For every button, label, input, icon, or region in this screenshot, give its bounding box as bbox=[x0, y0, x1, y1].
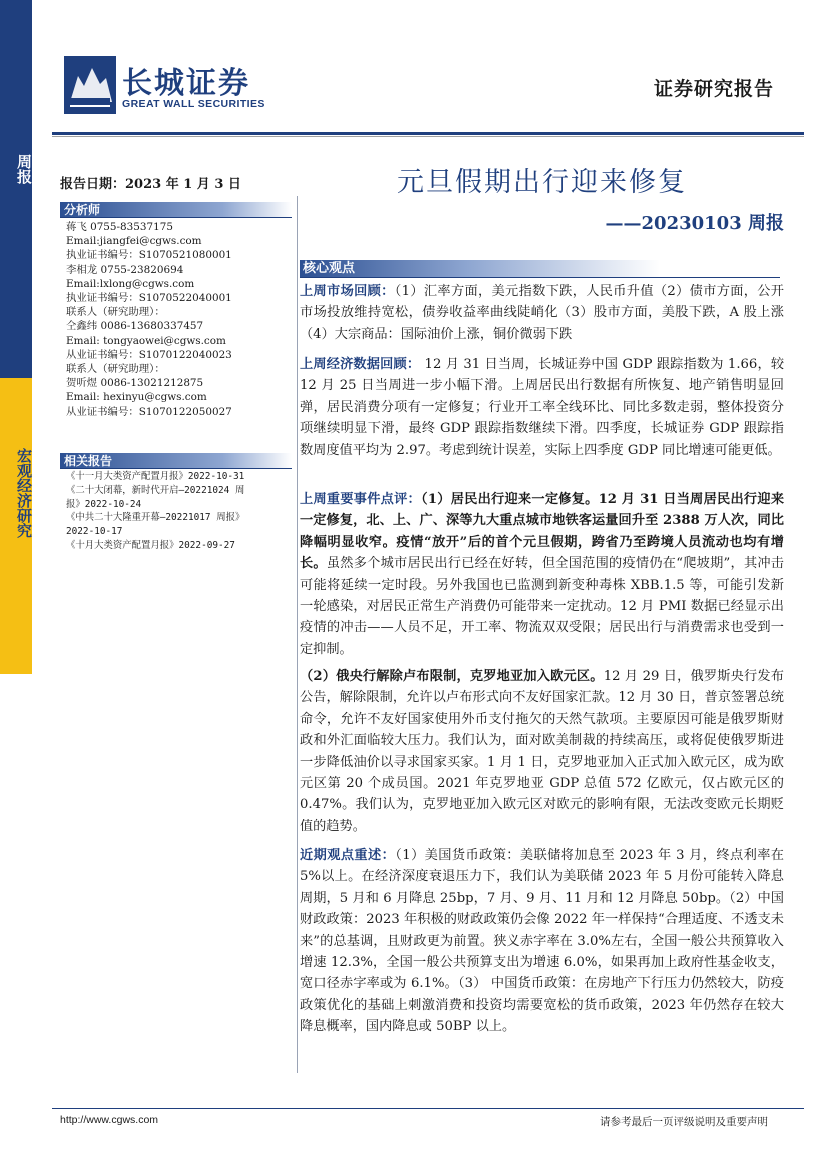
page-subtitle: ——20230103 周报 bbox=[605, 213, 784, 234]
paragraph-body: 12 月 31 日当周，长城证券中国 GDP 跟踪指数为 1.66，较 12 月 25 日当周进一步小幅下滑。上周居民出行数据有所恢复、地产销售明显回弹，居民消费分项有一定修复；行业开工率全线环比、同比多数走弱，整体投资分项继续明显下滑，最终 GDP 跟踪指数继续下滑。四季度，长城证券 GDP 跟踪指数周度值平均为 2.97。考虑到统计误差，实际上四季度 GDP 同比增速可能更低。 bbox=[300, 357, 785, 458]
related-report-item[interactable]: 《十月大类资产配置月报》2022-09-27 bbox=[66, 539, 235, 551]
paragraph-data-review bbox=[300, 354, 784, 461]
footer-website-link[interactable]: http://www.cgws.com bbox=[60, 1114, 159, 1126]
header-divider bbox=[52, 132, 804, 135]
side-label-macro: 宏观经济研究 bbox=[15, 448, 33, 538]
analyst-list bbox=[66, 220, 296, 419]
related-heading-bar bbox=[60, 453, 292, 469]
paragraph-body: 12 月 29 日，俄罗斯央行发布公告，解除限制，允许以卢布形式向不友好国家汇款。12 月 30 日，普京签署总统命令，允许不友好国家使用外币支付拖欠的天然气款项。主要原因可能是俄罗斯财政和外汇面临较大压力。我们认为，面对欧美制裁的持续高压，或将促使俄罗斯进一步降低油价以寻求国家买家。1 月 1 日，克罗地亚加入正式加入欧元区，成为欧元区第 20 个成员国。2021 年克罗地亚 GDP 总值 572 亿欧元，仅占欧元区的 0.47%。我们认为，克罗地亚加入欧元区对欧元的影响有限，无法改变欧元长期贬值的趋势。 bbox=[300, 669, 784, 834]
paragraph-lead: 上周市场回顾： bbox=[300, 284, 395, 299]
analyst-line: 贺听煜 0086-13021212875 bbox=[66, 377, 204, 390]
footer-disclaimer: 请参考最后一页评级说明及重要声明 bbox=[600, 1116, 768, 1128]
paragraph-lead: 上周重要事件点评： bbox=[300, 492, 421, 507]
analyst-line: 仝鑫纬 0086-13680337457 bbox=[66, 320, 204, 333]
report-type: 证券研究报告 bbox=[653, 78, 774, 100]
report-date: 报告日期：2023 年 1 月 3 日 bbox=[60, 177, 241, 192]
paragraph-highlight: （1）居民出行迎来一定修复。12 月 31 日当周居民出行迎来一定修复，北、上、广、深等九大重点城市地铁客运量回升至 2388 万人次，同比降幅明显收窄。疫情“放开”后的首个元旦假期，跨省乃至跨境人员流动也均有增长。 bbox=[300, 492, 785, 572]
analyst-line[interactable]: Email: tongyaowei@cgws.com bbox=[66, 334, 226, 347]
paragraph-outlook bbox=[300, 845, 784, 1038]
paragraph-russia-croatia bbox=[300, 666, 784, 837]
header-divider-thin bbox=[52, 136, 804, 137]
related-report-list bbox=[66, 470, 298, 553]
analyst-line: 联系人（研究助理）： bbox=[66, 306, 165, 319]
column-divider bbox=[297, 196, 298, 1073]
analyst-line: 李相龙 0755-23820694 bbox=[66, 263, 184, 276]
analyst-heading: 分析师 bbox=[64, 203, 101, 217]
core-heading-bar bbox=[300, 260, 780, 278]
side-label-weekly: 周报 bbox=[15, 154, 33, 184]
logo-wordmark: 长城证券 bbox=[122, 66, 250, 101]
related-report-item[interactable]: 2022-10-17 bbox=[66, 526, 123, 538]
paragraph-body: （1）美国货币政策：美联储将加息至 2023 年 3 月，终点利率在 5%以上。在经济深度衰退压力下，我们认为美联储 2023 年 5 月份可能转入降息周期，5 月和 6 月降息 25bp，7 月、9 月、11 月和 12 月降息 50bp。（2）中国财政政策：2023 年积极的财政政策仍会像 2022 年一样保持“合理适度、不透支未来”的总基调，且财政更为前置。狭义赤字率在 3.0%左右，全国一般公共预算收入增速 12.3%，全国一般公共预算支出为增速 6.0%，如果再加上政府性基金收支，宽口径赤字率或为 6.1%。（3） 中国货币政策：在房地产下行压力仍然较大，防疫政策优化的基础上刺激消费和投资均需要宽松的货币政策，2023 年仍然存在较大降息概率，国内降息或 50BP 以上。 bbox=[300, 848, 784, 1035]
related-heading: 相关报告 bbox=[64, 454, 113, 468]
core-heading: 核心观点 bbox=[303, 261, 356, 276]
company-logo bbox=[64, 56, 284, 114]
analyst-line: 从业证书编号：S1070122050027 bbox=[66, 405, 232, 418]
analyst-line: 执业证书编号：S1070521080001 bbox=[66, 249, 232, 262]
paragraph-body: （1）汇率方面，美元指数下跌，人民币升值（2）债市方面，公开市场投放维持宽松，债券收益率曲线陡峭化（3）股市方面，美股下跌，A 股上涨（4）大宗商品：国际油价上涨，铜价微弱下跌 bbox=[300, 284, 784, 342]
paragraph-body: 虽然多个城市居民出行已经在好转，但全国范围的疫情仍在“爬坡期”，其冲击可能将延续一定时段。另外我国也已监测到新变种毒株 XBB.1.5 等，可能引发新一轮感染，对居民正常生产消费仍可能带来一定扰动。12 月 PMI 数据已经显示出疫情的冲击——人员不足，开工率、物流双双受限；居民出行与消费需求也受到一定抑制。 bbox=[300, 556, 784, 657]
related-report-item[interactable]: 《中共二十大隆重开幕—20221017 周报》 bbox=[66, 512, 245, 524]
paragraph-market-review bbox=[300, 281, 784, 345]
footer-divider bbox=[52, 1108, 804, 1109]
analyst-line[interactable]: Email:lxlong@cgws.com bbox=[66, 277, 195, 290]
great-wall-logo-icon bbox=[64, 56, 116, 114]
paragraph-lead: 近期观点重述： bbox=[300, 848, 396, 863]
paragraph-highlight: （2）俄央行解除卢布限制，克罗地亚加入欧元区。 bbox=[300, 669, 604, 684]
page-title: 元旦假期出行迎来修复 bbox=[397, 167, 687, 198]
analyst-line: 蒋飞 0755-83537175 bbox=[66, 221, 173, 233]
related-report-item[interactable]: 报》2022-10-24 bbox=[66, 498, 142, 510]
analyst-line[interactable]: Email:jiangfei@cgws.com bbox=[66, 235, 202, 248]
analyst-line: 从业证书编号：S1070122040023 bbox=[66, 348, 232, 361]
analyst-line: 联系人（研究助理）： bbox=[66, 363, 165, 376]
side-band bbox=[0, 0, 32, 1169]
paragraph-lead: 上周经济数据回顾： bbox=[300, 357, 421, 372]
related-report-item[interactable]: 《十一月大类资产配置月报》2022-10-31 bbox=[66, 471, 245, 482]
analyst-heading-bar bbox=[60, 202, 292, 218]
related-report-item[interactable]: 《二十大闭幕，新时代开启—20221024 周 bbox=[66, 484, 245, 496]
analyst-line[interactable]: Email: hexinyu@cgws.com bbox=[66, 391, 207, 404]
side-band-blue bbox=[0, 0, 32, 378]
logo-subtitle: GREAT WALL SECURITIES bbox=[122, 98, 265, 110]
paragraph-event-review bbox=[300, 489, 784, 660]
analyst-line: 执业证书编号：S1070522040001 bbox=[66, 292, 232, 305]
